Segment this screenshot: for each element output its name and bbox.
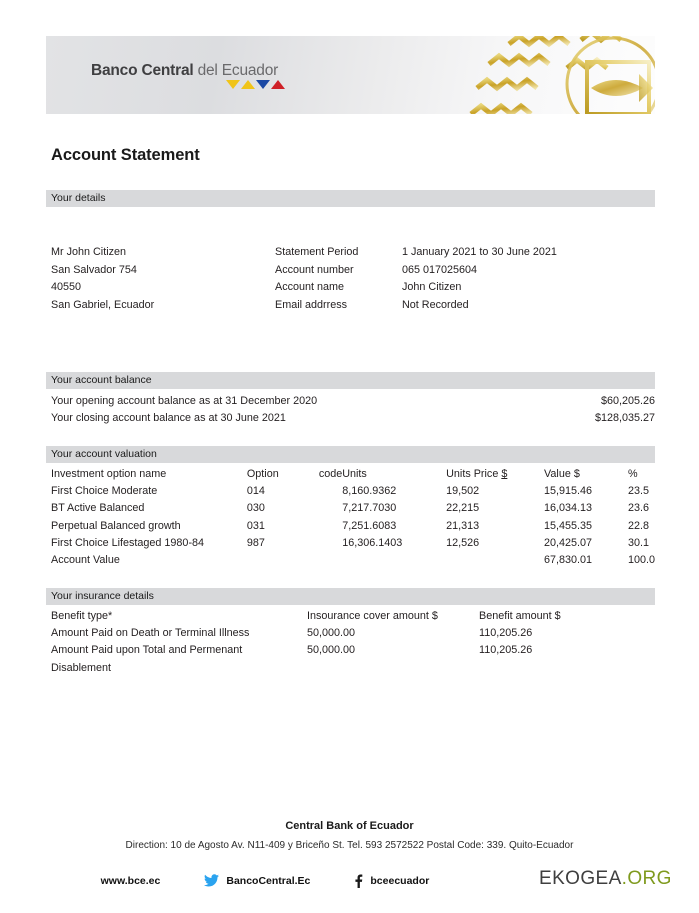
address-line: San Salvador 754 bbox=[51, 263, 137, 276]
table-row bbox=[51, 500, 655, 517]
column-header-insurance-cover-amount: Insourance cover amount $ bbox=[307, 610, 438, 622]
website-label: www.bce.ec bbox=[100, 874, 161, 887]
bank-header-banner bbox=[46, 36, 655, 114]
cell-percent: 23.6 bbox=[627, 502, 649, 515]
cell-benefit-amount: 110,205.26 bbox=[479, 644, 533, 657]
cell-value: 16,034.13 bbox=[544, 502, 593, 515]
details-row bbox=[51, 279, 651, 297]
cell-code-spacer bbox=[319, 518, 342, 535]
cell-unit-price: 19,502 bbox=[446, 485, 480, 498]
footer-bank-name: Central Bank of Ecuador bbox=[285, 820, 414, 832]
detail-value: 065 017025604 bbox=[402, 263, 478, 276]
table-row bbox=[51, 518, 655, 535]
cell-percent: 22.8 bbox=[627, 519, 649, 532]
valuation-table bbox=[51, 466, 655, 569]
address-line: Mr John Citizen bbox=[51, 246, 127, 258]
cell-value: 20,425.07 bbox=[544, 536, 593, 549]
cell-benefit-type: Amount Paid on Death or Terminal Illness bbox=[51, 627, 250, 640]
balance-value: $60,205.26 bbox=[600, 395, 655, 407]
cell-option-code: 030 bbox=[246, 502, 265, 515]
twitter-handle: BancoCentral.Ec bbox=[226, 874, 311, 887]
cell-units: 7,251.6083 bbox=[342, 519, 397, 532]
bank-logo bbox=[91, 63, 278, 79]
cell-total-value: 67,830.01 bbox=[544, 554, 593, 567]
column-header-value: Value $ bbox=[544, 468, 580, 480]
cell-benefit-type-continuation: Disablement bbox=[51, 661, 112, 674]
cell-option-name: First Choice Moderate bbox=[51, 485, 158, 498]
cell-unit-price: 22,215 bbox=[446, 502, 480, 515]
detail-label: Account name bbox=[275, 281, 345, 294]
table-row bbox=[51, 483, 655, 500]
table-row-continuation bbox=[51, 660, 655, 677]
detail-value: Not Recorded bbox=[402, 298, 469, 311]
table-total-row bbox=[51, 552, 655, 569]
triangle-blue-icon bbox=[256, 80, 270, 89]
bank-logo-text-light: del Ecuador bbox=[193, 62, 279, 79]
address-line: San Gabriel, Ecuador bbox=[51, 298, 155, 311]
detail-value: 1 January 2021 to 30 June 2021 bbox=[402, 246, 557, 258]
section-header-your-details: Your details bbox=[46, 190, 655, 207]
triangle-yellow-2-icon bbox=[241, 80, 255, 89]
balance-label: Your opening account balance as at 31 December 2020 bbox=[51, 395, 318, 407]
column-header-investment-option-name: Investment option name bbox=[51, 468, 167, 480]
column-header-units-price bbox=[446, 466, 544, 483]
cell-cover-amount: 50,000.00 bbox=[307, 644, 356, 657]
cell-code-spacer bbox=[319, 552, 342, 569]
details-row bbox=[51, 262, 651, 280]
valuation-header-row bbox=[51, 466, 655, 483]
cell-units: 8,160.9362 bbox=[342, 485, 397, 498]
details-block bbox=[51, 244, 651, 314]
cell-units: 16,306.1403 bbox=[342, 536, 403, 549]
cell-percent: 30.1 bbox=[627, 536, 649, 549]
insurance-table bbox=[51, 608, 655, 677]
facebook-handle: bceecuador bbox=[370, 874, 430, 887]
section-header-insurance-details: Your insurance details bbox=[46, 588, 655, 605]
cell-code-spacer bbox=[319, 500, 342, 517]
cell-total-option bbox=[247, 552, 319, 569]
triangle-red-icon bbox=[271, 80, 285, 89]
column-header-benefit-amount: Benefit amount $ bbox=[479, 610, 561, 622]
table-row bbox=[51, 535, 655, 552]
detail-value: John Citizen bbox=[402, 281, 462, 294]
facebook-icon bbox=[354, 873, 363, 888]
balance-row bbox=[51, 410, 655, 427]
cell-cover-amount: 50,000.00 bbox=[307, 627, 356, 640]
cell-code-spacer bbox=[319, 483, 342, 500]
section-header-account-valuation: Your account valuation bbox=[46, 446, 655, 463]
watermark-tld: .ORG bbox=[621, 868, 672, 889]
column-header-code: code bbox=[318, 468, 343, 480]
cell-benefit-amount-empty bbox=[479, 660, 655, 677]
cell-benefit-type: Amount Paid upon Total and Permenant bbox=[51, 644, 243, 657]
gold-sun-icon bbox=[463, 36, 655, 114]
details-row bbox=[51, 244, 651, 262]
column-header-option: Option bbox=[246, 468, 279, 480]
cell-unit-price: 12,526 bbox=[446, 536, 480, 549]
website-link[interactable] bbox=[101, 875, 161, 887]
insurance-header-row bbox=[51, 608, 655, 625]
cell-percent: 23.5 bbox=[627, 485, 649, 498]
footer-address: Direction: 10 de Agosto Av. N11-409 y Briceño St. Tel. 593 2572522 Postal Code: 339. Quito-Ecuador bbox=[125, 840, 574, 851]
cell-cover-amount-empty bbox=[307, 660, 479, 677]
cell-code-spacer bbox=[319, 535, 342, 552]
cell-total-percent: 100.0 bbox=[627, 554, 655, 567]
table-row bbox=[51, 642, 655, 659]
cell-value: 15,915.46 bbox=[544, 485, 593, 498]
column-header-benefit-type: Benefit type* bbox=[51, 610, 113, 622]
balance-value: $128,035.27 bbox=[594, 412, 655, 425]
cell-option-name: Perpetual Balanced growth bbox=[51, 519, 181, 532]
cell-option-name: First Choice Lifestaged 1980-84 bbox=[51, 536, 205, 549]
column-header-units-price-text: Units Price bbox=[446, 468, 502, 480]
cell-option-name: BT Active Balanced bbox=[51, 502, 145, 515]
detail-label: Email addrress bbox=[275, 298, 348, 311]
column-header-units: Units bbox=[342, 468, 367, 480]
cell-benefit-amount: 110,205.26 bbox=[479, 627, 533, 640]
triangle-yellow-1-icon bbox=[226, 80, 240, 89]
twitter-icon bbox=[204, 874, 219, 887]
balance-row bbox=[51, 393, 655, 410]
cell-total-label: Account Value bbox=[51, 554, 120, 567]
column-header-percent: % bbox=[627, 468, 638, 480]
cell-value: 15,455.35 bbox=[544, 519, 593, 532]
detail-label: Statement Period bbox=[275, 246, 359, 258]
details-row bbox=[51, 297, 651, 315]
cell-total-price bbox=[446, 552, 544, 569]
table-row bbox=[51, 625, 655, 642]
bank-logo-text bbox=[91, 63, 278, 79]
ekogea-watermark bbox=[539, 868, 672, 890]
balance-block bbox=[51, 393, 655, 427]
cell-units: 7,217.7030 bbox=[342, 502, 397, 515]
page-title: Account Statement bbox=[51, 146, 200, 164]
footer-social-links bbox=[0, 873, 530, 888]
cell-option-code: 031 bbox=[246, 519, 265, 532]
detail-label: Account number bbox=[275, 263, 354, 276]
bank-logo-text-bold: Banco Central bbox=[91, 62, 194, 79]
balance-label: Your closing account balance as at 30 June 2021 bbox=[51, 412, 286, 425]
cell-unit-price: 21,313 bbox=[446, 519, 480, 532]
cell-option-code: 014 bbox=[246, 485, 265, 498]
address-line: 40550 bbox=[51, 281, 82, 294]
section-header-account-balance: Your account balance bbox=[46, 372, 655, 389]
watermark-name: EKOGEA bbox=[539, 868, 622, 889]
ecuador-flag-triangles-icon bbox=[226, 80, 285, 89]
cell-total-units bbox=[342, 552, 446, 569]
cell-option-code: 987 bbox=[246, 536, 265, 549]
twitter-link[interactable] bbox=[204, 874, 310, 887]
facebook-link[interactable] bbox=[354, 873, 429, 888]
dollar-symbol: $ bbox=[501, 468, 508, 480]
